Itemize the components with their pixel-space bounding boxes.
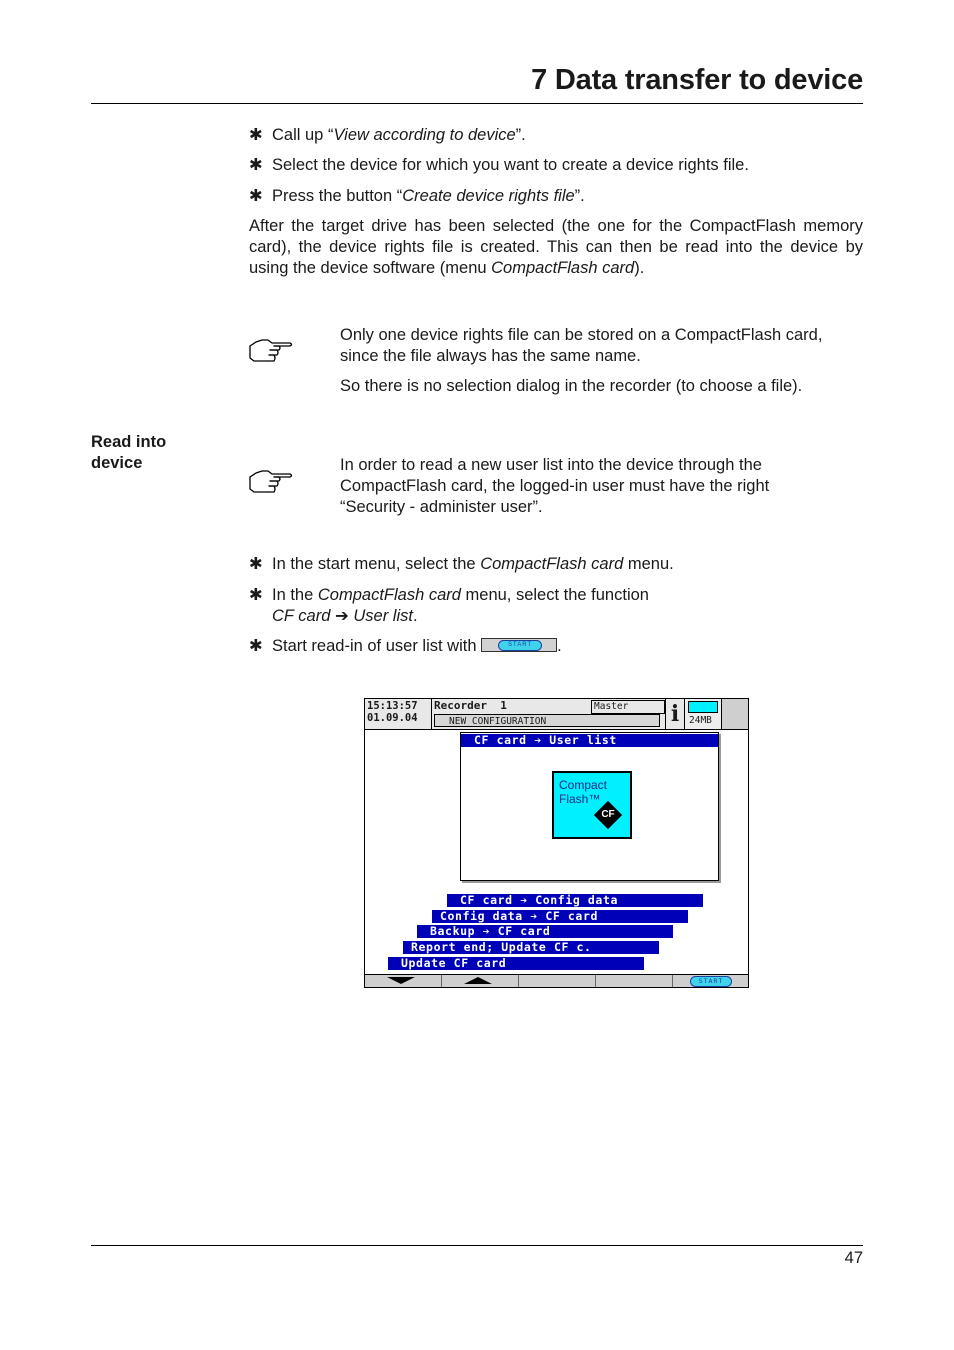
bullet-marker: ✱ xyxy=(249,187,263,205)
chapter-title: 7 Data transfer to device xyxy=(531,64,863,96)
arrow-up-icon xyxy=(464,977,492,984)
bullet-marker: ✱ xyxy=(249,156,263,174)
menu-item-cf-to-config[interactable]: CF card ➔ Config data xyxy=(447,894,703,907)
scroll-down-key[interactable] xyxy=(365,975,442,988)
scroll-up-key[interactable] xyxy=(442,975,519,988)
pointing-hand-icon xyxy=(248,467,294,497)
bullet-item: ✱ In the start menu, select the CompactFlash card menu. xyxy=(249,555,674,573)
soft-key-blank[interactable] xyxy=(519,975,596,988)
dialog-title: CF card ➔ User list xyxy=(461,734,718,747)
bullet-marker: ✱ xyxy=(249,126,263,144)
page-number: 47 xyxy=(844,1249,863,1267)
arrow-down-icon xyxy=(387,977,415,984)
clock-display: 15:13:57 01.09.04 xyxy=(367,700,418,724)
pointing-hand-icon xyxy=(248,336,294,366)
softkey-bar xyxy=(365,974,748,988)
menu-item-update-cf[interactable]: Update CF card xyxy=(388,957,644,970)
menu-item-config-to-cf[interactable]: Config data ➔ CF card xyxy=(432,910,688,923)
note-security-right: In order to read a new user list into the device through the CompactFlash card, the logged-in user must have the right “Security - administer user”. xyxy=(340,456,770,516)
footer-rule xyxy=(91,1245,863,1246)
compactflash-logo: Compact Flash™ CF xyxy=(552,771,632,839)
bullet-marker: ✱ xyxy=(249,586,263,604)
dialog-window xyxy=(460,732,719,881)
user-field[interactable]: Master xyxy=(591,700,665,714)
bullet-item: ✱ Press the button “Create device rights file”. xyxy=(249,187,585,205)
cf-card-icon xyxy=(688,701,718,713)
menu-item-backup-to-cf[interactable]: Backup ➔ CF card xyxy=(417,925,673,938)
config-status: NEW CONFIGURATION xyxy=(434,714,660,727)
bullet-marker: ✱ xyxy=(249,637,263,655)
start-key[interactable]: START xyxy=(673,975,748,988)
side-heading: Read into device xyxy=(91,433,167,472)
device-screenshot xyxy=(364,698,749,988)
recorder-name: Recorder 1 xyxy=(434,699,507,712)
bullet-marker: ✱ xyxy=(249,555,263,573)
memory-indicator: 24MB xyxy=(684,699,721,729)
start-key-icon: START xyxy=(481,638,557,652)
menu-item-report-end[interactable]: Report end; Update CF c. xyxy=(403,941,659,954)
info-icon[interactable]: i xyxy=(665,699,684,729)
bullet-item: ✱ In the CompactFlash card menu, select the function CF card ➔ User list. xyxy=(249,586,649,625)
header-rule xyxy=(91,103,863,104)
bullet-item: ✱ Start read-in of user list with START . xyxy=(249,637,562,655)
bullet-item: ✱ Select the device for which you want to create a device rights file. xyxy=(249,156,749,174)
body-paragraph: After the target drive has been selected (the one for the CompactFlash memory card), the device rights file is created. This can then be read into the device by using the device software (menu CompactFlash card). xyxy=(249,217,863,277)
soft-key-blank[interactable] xyxy=(596,975,673,988)
bullet-item: ✱ Call up “View according to device”. xyxy=(249,126,526,144)
note-device-rights: Only one device rights file can be stored on a CompactFlash card, since the file always has the same name. So there is no selection dialog in the recorder (to choose a file). xyxy=(340,326,823,395)
